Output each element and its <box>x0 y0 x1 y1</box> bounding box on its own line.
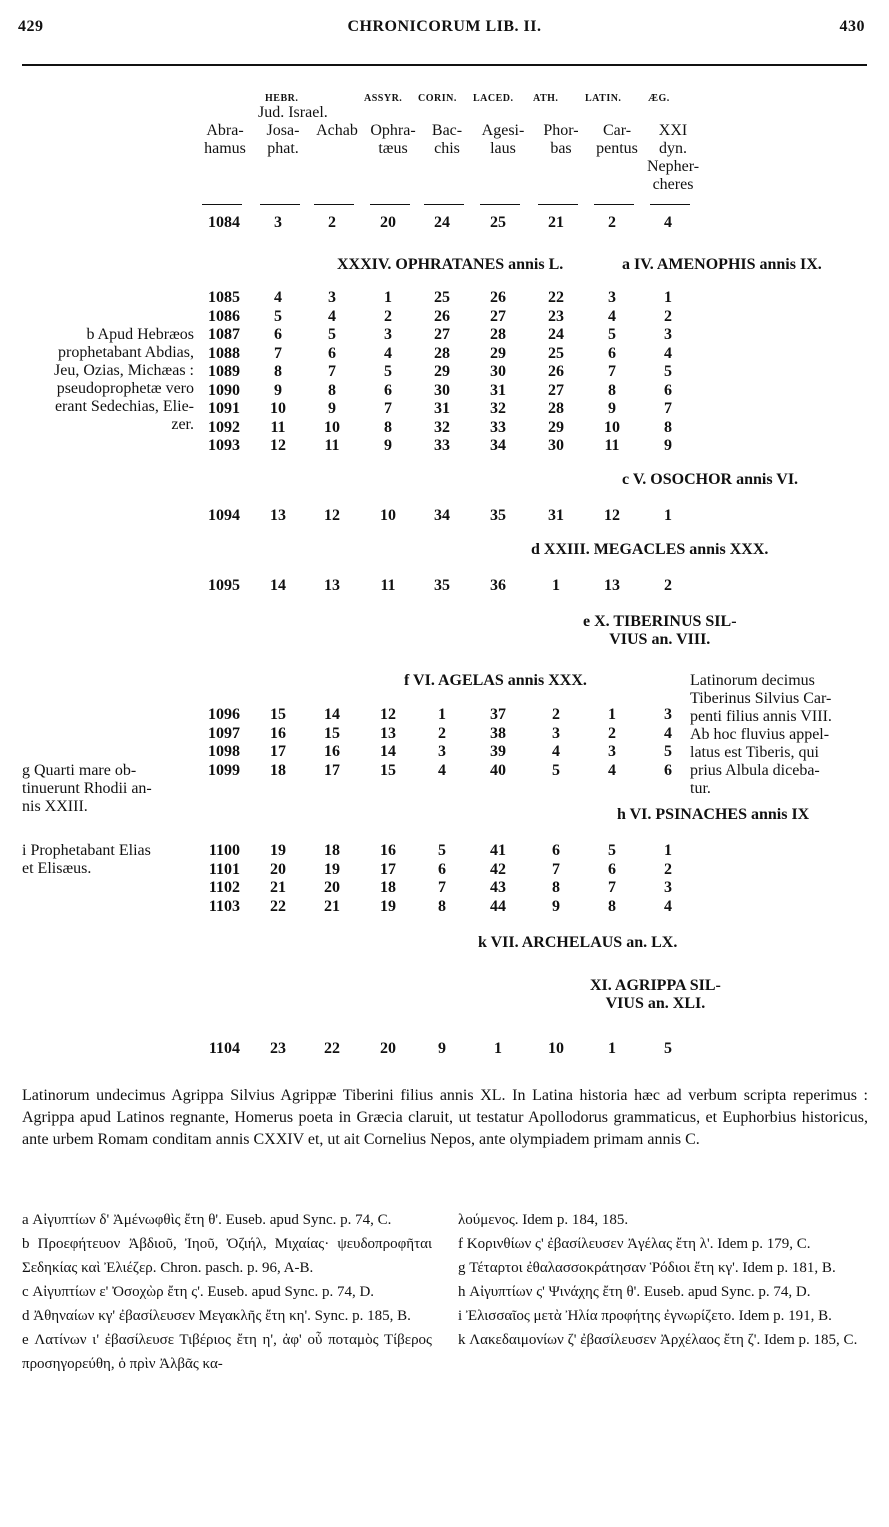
table-cell: 1 <box>384 289 392 306</box>
table-cell: 9 <box>328 400 336 417</box>
table-cell: 4 <box>552 743 560 760</box>
table-cell: 2 <box>608 214 616 231</box>
table-cell: 41 <box>490 842 506 859</box>
table-cell: 12 <box>324 507 340 524</box>
year-cell: 1101 <box>208 860 240 878</box>
year-cell: 1091 <box>208 400 240 417</box>
table-cell: 13 <box>324 577 340 594</box>
table-cell: 35 <box>490 507 506 524</box>
column-rule <box>594 204 634 205</box>
note-line: Latinorum decimus <box>690 672 815 689</box>
table-cell: 26 <box>490 289 506 306</box>
year-cell: 1090 <box>208 381 240 399</box>
table-cell: 21 <box>324 897 340 915</box>
column-label: laus <box>490 140 516 157</box>
table-cell: 9 <box>384 437 392 454</box>
reign-megacles: d XXIII. MEGACLES annis XXX. <box>531 541 769 558</box>
table-cell: 1 <box>552 577 560 594</box>
table-cell: 9 <box>664 437 672 454</box>
year-cell: 1102 <box>208 879 240 896</box>
table-cell: 12 <box>604 507 620 524</box>
table-cell: 6 <box>664 381 672 399</box>
header-rule <box>22 64 867 66</box>
year-cell: 1104 <box>208 1040 240 1057</box>
table-cell: 9 <box>608 400 616 417</box>
reign-agelas: f VI. AGELAS annis XXX. <box>404 672 587 689</box>
column-label: XXI <box>658 122 688 139</box>
table-cell: 10 <box>270 400 286 417</box>
table-cell: 20 <box>270 860 286 878</box>
table-cell: 9 <box>274 381 282 399</box>
column-group-label: ASSYR. <box>364 93 403 104</box>
footnote: i Ἐλισσαῖος μετὰ Ἠλία προφήτης ἐγνωρίζετο. Idem p. 191, B. <box>458 1308 832 1324</box>
column-rule <box>370 204 410 205</box>
table-cell: 1 <box>664 289 672 306</box>
column-label: dyn. <box>659 140 687 157</box>
table-cell: 3 <box>608 743 616 760</box>
table-cell: 3 <box>664 879 672 896</box>
table-cell: 5 <box>438 842 446 859</box>
year-cell: 1088 <box>208 344 240 362</box>
table-cell: 17 <box>270 743 286 760</box>
table-cell: 30 <box>434 381 450 399</box>
column-label: bas <box>550 140 572 157</box>
table-cell: 1 <box>608 1040 616 1057</box>
column-group-label: LACED. <box>473 93 514 104</box>
table-cell: 2 <box>664 860 672 878</box>
table-cell: 25 <box>548 344 564 362</box>
column-label: Achab <box>316 122 358 139</box>
table-cell: 1 <box>438 706 446 723</box>
table-cell: 9 <box>438 1040 446 1057</box>
table-cell: 7 <box>328 363 336 380</box>
table-cell: 10 <box>548 1040 564 1057</box>
table-cell: 4 <box>664 214 672 231</box>
column-label: Bac- <box>431 122 463 139</box>
table-cell: 5 <box>552 761 560 779</box>
table-cell: 3 <box>328 289 336 306</box>
table-cell: 1 <box>664 842 672 859</box>
note-line: pseudoprophetæ vero <box>56 380 194 397</box>
table-cell: 26 <box>434 307 450 325</box>
table-cell: 8 <box>552 879 560 896</box>
table-cell: 3 <box>384 326 392 343</box>
table-cell: 29 <box>490 344 506 362</box>
year-cell: 1103 <box>208 897 240 915</box>
column-label: Nepher- <box>646 158 700 175</box>
column-group-label: LATIN. <box>585 93 622 104</box>
footnote: h Αἰγυπτίων ς' Ψινάχης ἔτη θ'. Euseb. apud Sync. p. 74, D. <box>458 1284 811 1300</box>
table-cell: 6 <box>608 860 616 878</box>
table-cell: 7 <box>438 879 446 896</box>
footnote: λούμενος. Idem p. 184, 185. <box>458 1212 629 1228</box>
table-cell: 33 <box>490 418 506 436</box>
year-cell: 1099 <box>208 761 240 779</box>
table-cell: 11 <box>270 418 286 436</box>
note-line: penti filius annis VIII. <box>690 708 832 725</box>
year-cell: 1098 <box>208 743 240 760</box>
table-cell: 25 <box>434 289 450 306</box>
table-cell: 4 <box>664 344 672 362</box>
table-cell: 23 <box>548 307 564 325</box>
year-cell: 1093 <box>208 437 240 454</box>
table-cell: 42 <box>490 860 506 878</box>
column-group-label: HEBR. <box>265 93 299 104</box>
column-rule <box>538 204 578 205</box>
table-cell: 4 <box>608 307 616 325</box>
table-cell: 43 <box>490 879 506 896</box>
note-line: b Apud Hebræos <box>86 326 194 343</box>
note-line: tinuerunt Rhodii an- <box>22 780 152 797</box>
column-label: chis <box>434 140 460 157</box>
year-cell: 1092 <box>208 418 240 436</box>
table-cell: 28 <box>490 326 506 343</box>
table-cell: 31 <box>434 400 450 417</box>
table-cell: 8 <box>274 363 282 380</box>
table-cell: 5 <box>274 307 282 325</box>
table-cell: 4 <box>274 289 282 306</box>
table-cell: 6 <box>438 860 446 878</box>
note-line: et Elisæus. <box>22 860 92 877</box>
table-cell: 18 <box>270 761 286 779</box>
table-cell: 7 <box>274 344 282 362</box>
table-cell: 13 <box>604 577 620 594</box>
table-cell: 6 <box>608 344 616 362</box>
table-cell: 14 <box>380 743 396 760</box>
table-cell: 30 <box>548 437 564 454</box>
reign-osochor: c V. OSOCHOR annis VI. <box>622 471 799 488</box>
note-line: tur. <box>690 780 711 797</box>
footnote: e Λατίνων ι' ἐβασίλευσε Τιβέριος ἔτη η', ἀφ' οὗ ποταμὸς Τίβερος προσηγορεύθη, ὁ πρὶν Ἀλβᾶς κα- <box>22 1332 432 1372</box>
table-cell: 11 <box>324 437 340 454</box>
footnote: d Ἀθηναίων κγ' ἐβασίλευσεν Μεγακλῆς ἔτη κη'. Sync. p. 185, B. <box>22 1308 411 1324</box>
sidenote-latin <box>690 672 870 798</box>
table-cell: 4 <box>328 307 336 325</box>
table-cell: 6 <box>274 326 282 343</box>
table-cell: 11 <box>604 437 620 454</box>
column-rule <box>650 204 690 205</box>
column-rule <box>314 204 354 205</box>
table-cell: 31 <box>490 381 506 399</box>
column-label: tæus <box>378 140 408 157</box>
column-label: pentus <box>596 140 638 157</box>
table-cell: 35 <box>434 577 450 594</box>
table-cell: 3 <box>274 214 282 231</box>
table-cell: 28 <box>548 400 564 417</box>
table-cell: 24 <box>548 326 564 343</box>
year-cell: 1100 <box>208 842 240 859</box>
table-cell: 17 <box>380 860 396 878</box>
year-cell: 1096 <box>208 706 240 723</box>
column-group-label: ATH. <box>533 93 559 104</box>
reign-archelaus: k VII. ARCHELAUS an. LX. <box>478 934 678 951</box>
table-cell: 5 <box>664 363 672 380</box>
footnotes-right <box>458 1208 868 1352</box>
table-cell: 2 <box>328 214 336 231</box>
table-cell: 16 <box>380 842 396 859</box>
column-rule <box>480 204 520 205</box>
footnotes-left <box>22 1208 432 1376</box>
sidenote-b <box>22 326 194 434</box>
table-cell: 25 <box>490 214 506 231</box>
table-cell: 7 <box>608 879 616 896</box>
table-cell: 5 <box>608 842 616 859</box>
column-label: cheres <box>652 176 694 193</box>
table-cell: 3 <box>664 706 672 723</box>
note-line: prophetabant Abdias, <box>58 344 194 361</box>
table-cell: 26 <box>548 363 564 380</box>
table-cell: 4 <box>608 761 616 779</box>
table-cell: 19 <box>324 860 340 878</box>
table-cell: 9 <box>552 897 560 915</box>
reign-psinaches: h VI. PSINACHES annis IX <box>617 806 810 823</box>
footnote: f Κορινθίων ς' ἐβασίλευσεν Ἀγέλας ἔτη λ'. Idem p. 179, C. <box>458 1236 811 1252</box>
table-cell: 1 <box>494 1040 502 1057</box>
table-cell: 1 <box>664 507 672 524</box>
footnote: c Αἰγυπτίων ε' Ὀσοχὼρ ἔτη ς'. Euseb. apud Sync. p. 74, D. <box>22 1284 375 1300</box>
table-cell: 13 <box>380 724 396 742</box>
note-line: Jeu, Ozias, Michæas : <box>54 362 194 379</box>
table-cell: 2 <box>664 577 672 594</box>
table-cell: 44 <box>490 897 506 915</box>
column-label: phat. <box>267 140 299 157</box>
table-cell: 2 <box>608 724 616 742</box>
note-line: latus est Tiberis, qui <box>690 744 819 761</box>
table-cell: 27 <box>434 326 450 343</box>
table-cell: 18 <box>324 842 340 859</box>
table-cell: 6 <box>384 381 392 399</box>
table-cell: 6 <box>328 344 336 362</box>
table-cell: 3 <box>552 724 560 742</box>
year-cell: 1094 <box>208 507 240 524</box>
table-cell: 15 <box>270 706 286 723</box>
column-group-label: ÆG. <box>648 93 670 104</box>
table-cell: 3 <box>608 289 616 306</box>
table-cell: 3 <box>664 326 672 343</box>
latin-paragraph: Latinorum undecimus Agrippa Silvius Agrippæ Tiberini filius annis XL. In Latina historia hæc ad verbum scripta reperimus : Agrippa apud Latinos regnante, Homerus poeta in Græcia claruit, ut testatur Apollodorus grammaticus, et Euphorbius historicus, ante urbem Romam conditam annis CXXIV et, ut ait Cornelius Nepos, ante olympiadem primam annis C. <box>22 1087 868 1148</box>
table-cell: 38 <box>490 724 506 742</box>
note-line: Tiberinus Silvius Car- <box>690 690 832 707</box>
table-cell: 8 <box>608 381 616 399</box>
table-cell: 32 <box>490 400 506 417</box>
table-cell: 22 <box>324 1040 340 1057</box>
table-cell: 34 <box>490 437 506 454</box>
table-cell: 8 <box>438 897 446 915</box>
column-label: Phor- <box>543 122 579 139</box>
reign-tiberinus: e X. TIBERINUS SIL- VIUS an. VIII. <box>583 613 737 648</box>
table-cell: 4 <box>384 344 392 362</box>
column-label: Car- <box>602 122 632 139</box>
table-cell: 14 <box>324 706 340 723</box>
sidenote-g <box>22 762 198 816</box>
table-cell: 28 <box>434 344 450 362</box>
reign-amenophis: a IV. AMENOPHIS annis IX. <box>622 256 822 273</box>
table-cell: 20 <box>380 1040 396 1057</box>
table-cell: 2 <box>664 307 672 325</box>
table-cell: 12 <box>270 437 286 454</box>
note-line: i Prophetabant Elias <box>22 842 151 859</box>
table-cell: 34 <box>434 507 450 524</box>
table-cell: 4 <box>664 897 672 915</box>
table-cell: 16 <box>270 724 286 742</box>
footnote: k Λακεδαιμονίων ζ' ἐβασίλευσεν Ἀρχέλαος ἔτη ζ'. Idem p. 185, C. <box>458 1332 858 1348</box>
table-cell: 5 <box>664 743 672 760</box>
table-cell: 7 <box>608 363 616 380</box>
footnote: b Προεφήτευον Ἀβδιοῦ, Ἰηοῦ, Ὀζιήλ, Μιχαίας· ψευδοπροφῆται Σεδηκίας καὶ Ἐλιέζερ. Chron. pasch. p. 96, A-B. <box>22 1236 432 1276</box>
table-cell: 31 <box>548 507 564 524</box>
table-cell: 10 <box>604 418 620 436</box>
table-cell: 21 <box>548 214 564 231</box>
footnote: g Τέταρτοι ἐθαλασσοκράτησαν Ῥόδιοι ἔτη κγ'. Idem p. 181, B. <box>458 1260 836 1276</box>
table-cell: 2 <box>384 307 392 325</box>
table-cell: 3 <box>438 743 446 760</box>
column-label: Ophra- <box>370 122 416 139</box>
column-label: Josa- <box>266 122 300 139</box>
table-cell: 21 <box>270 879 286 896</box>
table-cell: 4 <box>664 724 672 742</box>
table-cell: 8 <box>664 418 672 436</box>
table-cell: 15 <box>324 724 340 742</box>
table-cell: 27 <box>548 381 564 399</box>
table-cell: 5 <box>328 326 336 343</box>
footnote: a Αἰγυπτίων δ' Ἀμένωφθὶς ἔτη θ'. Euseb. apud Sync. p. 74, C. <box>22 1212 392 1228</box>
table-cell: 18 <box>380 879 396 896</box>
column-label: Agesi- <box>481 122 525 139</box>
table-cell: 2 <box>438 724 446 742</box>
table-cell: 17 <box>324 761 340 779</box>
table-cell: 20 <box>324 879 340 896</box>
page-number-right: 430 <box>839 18 865 35</box>
table-cell: 27 <box>490 307 506 325</box>
table-cell: 23 <box>270 1040 286 1057</box>
table-cell: 10 <box>380 507 396 524</box>
year-cell: 1087 <box>208 326 240 343</box>
table-cell: 5 <box>608 326 616 343</box>
column-rule <box>202 204 242 205</box>
page-number-left: 429 <box>18 18 44 35</box>
table-cell: 16 <box>324 743 340 760</box>
note-line: Ab hoc fluvius appel- <box>690 726 830 743</box>
table-cell: 15 <box>380 761 396 779</box>
table-cell: 29 <box>548 418 564 436</box>
table-cell: 24 <box>434 214 450 231</box>
table-cell: 19 <box>270 842 286 859</box>
note-line: nis XXIII. <box>22 798 88 815</box>
year-cell: 1086 <box>208 307 240 325</box>
sidenote-i <box>22 842 198 878</box>
table-cell: 8 <box>384 418 392 436</box>
table-cell: 39 <box>490 743 506 760</box>
table-cell: 1 <box>608 706 616 723</box>
table-cell: 8 <box>328 381 336 399</box>
table-cell: 13 <box>270 507 286 524</box>
reign-ophratanes: XXXIV. OPHRATANES annis L. <box>337 256 564 273</box>
year-cell: 1089 <box>208 363 240 380</box>
table-cell: 22 <box>270 897 286 915</box>
table-cell: 33 <box>434 437 450 454</box>
column-label-jud-israel: Jud. Israel. <box>258 104 328 121</box>
table-cell: 37 <box>490 706 506 723</box>
year-cell: 1095 <box>208 577 240 594</box>
table-cell: 8 <box>608 897 616 915</box>
table-cell: 6 <box>664 761 672 779</box>
table-cell: 19 <box>380 897 396 915</box>
table-cell: 14 <box>270 577 286 594</box>
table-cell: 7 <box>664 400 672 417</box>
column-label: Abra- <box>206 122 244 139</box>
year-cell: 1097 <box>208 724 240 742</box>
note-line: zer. <box>171 416 194 433</box>
table-cell: 11 <box>380 577 396 594</box>
table-cell: 12 <box>380 706 396 723</box>
table-cell: 5 <box>664 1040 672 1057</box>
table-cell: 36 <box>490 577 506 594</box>
table-cell: 6 <box>552 842 560 859</box>
note-line: erant Sedechias, Elie- <box>54 398 194 415</box>
running-title: CHRONICORUM LIB. II. <box>347 18 542 35</box>
note-line: g Quarti mare ob- <box>22 762 137 779</box>
table-cell: 7 <box>552 860 560 878</box>
column-label: hamus <box>204 140 246 157</box>
table-cell: 30 <box>490 363 506 380</box>
table-cell: 29 <box>434 363 450 380</box>
table-cell: 32 <box>434 418 450 436</box>
year-cell: 1085 <box>208 289 240 306</box>
table-cell: 5 <box>384 363 392 380</box>
reign-agrippa: XI. AGRIPPA SIL- VIUS an. XLI. <box>590 977 721 1012</box>
year-cell: 1084 <box>208 214 240 231</box>
note-line: prius Albula diceba- <box>690 762 820 779</box>
column-rule <box>424 204 464 205</box>
table-cell: 7 <box>384 400 392 417</box>
table-cell: 22 <box>548 289 564 306</box>
table-cell: 40 <box>490 761 506 779</box>
column-group-label: CORIN. <box>418 93 457 104</box>
table-cell: 2 <box>552 706 560 723</box>
column-rule <box>260 204 300 205</box>
table-cell: 4 <box>438 761 446 779</box>
table-cell: 20 <box>380 214 396 231</box>
table-cell: 10 <box>324 418 340 436</box>
